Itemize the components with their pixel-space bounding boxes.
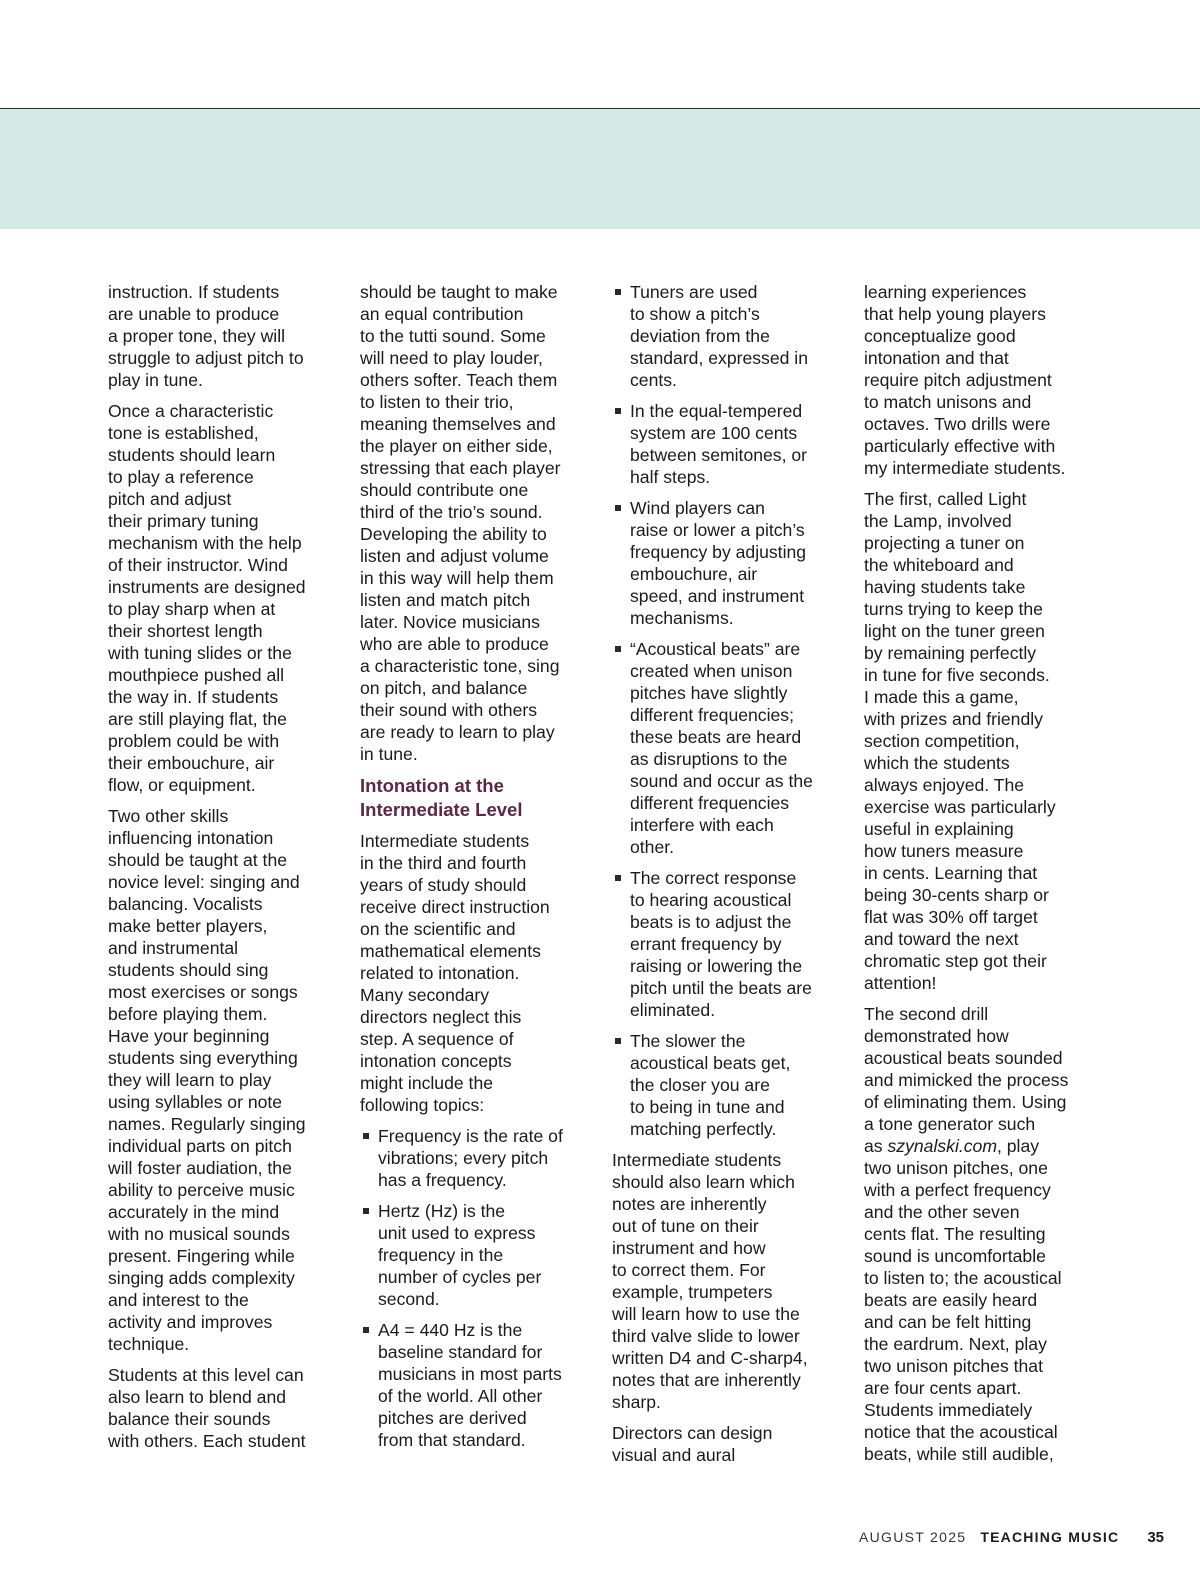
text-line: accurately in the mind bbox=[108, 1202, 280, 1222]
text-line: two unison pitches, one bbox=[864, 1158, 1048, 1178]
text-line: particularly effective with bbox=[864, 436, 1056, 456]
text-line: Many secondary bbox=[360, 985, 490, 1005]
text-line: deviation from the bbox=[630, 326, 770, 346]
text-line: to play sharp when at bbox=[108, 599, 276, 619]
section-heading bbox=[360, 774, 582, 822]
text-line: musicians in most parts bbox=[378, 1364, 562, 1384]
text-line: acoustical beats get, bbox=[630, 1053, 791, 1073]
bullet-icon bbox=[615, 408, 621, 414]
text-line: to listen to their trio, bbox=[360, 392, 514, 412]
text-line: are four cents apart. bbox=[864, 1378, 1022, 1398]
text-line: acoustical beats sounded bbox=[864, 1048, 1063, 1068]
text-line: Intermediate students bbox=[360, 831, 530, 851]
text-line: A4 = 440 Hz is the bbox=[378, 1320, 523, 1340]
website-reference: szynalski.com bbox=[887, 1136, 997, 1156]
text-line: using syllables or note bbox=[108, 1092, 283, 1112]
text-line: a characteristic tone, sing bbox=[360, 656, 560, 676]
text-line: listen and match pitch bbox=[360, 590, 531, 610]
text-line: third valve slide to lower bbox=[612, 1326, 800, 1346]
paragraph bbox=[108, 281, 330, 391]
bullet-icon bbox=[363, 1133, 369, 1139]
text-line: and instrumental bbox=[108, 938, 239, 958]
text-line: visual and aural bbox=[612, 1445, 736, 1465]
text-line: in this way will help them bbox=[360, 568, 554, 588]
paragraph bbox=[108, 805, 330, 1355]
article-column-3 bbox=[612, 281, 834, 1466]
text-line: octaves. Two drills were bbox=[864, 414, 1051, 434]
text-line: step. A sequence of bbox=[360, 1029, 514, 1049]
text-line: exercise was particularly bbox=[864, 797, 1056, 817]
text-line: with tuning slides or the bbox=[108, 643, 292, 663]
text-line: cents. bbox=[630, 370, 677, 390]
text-line: the closer you are bbox=[630, 1075, 770, 1095]
text-line: their shortest length bbox=[108, 621, 263, 641]
text-line: matching perfectly. bbox=[630, 1119, 777, 1139]
text-line: their primary tuning bbox=[108, 511, 259, 531]
text-line: to correct them. For bbox=[612, 1260, 766, 1280]
text-line: pitches have slightly bbox=[630, 683, 788, 703]
list-item bbox=[612, 497, 834, 629]
text-line: flat was 30% off target bbox=[864, 907, 1038, 927]
text-line: The slower the bbox=[630, 1031, 746, 1051]
text-line: notes are inherently bbox=[612, 1194, 767, 1214]
text-line: directors neglect this bbox=[360, 1007, 522, 1027]
text-line: always enjoyed. The bbox=[864, 775, 1025, 795]
text-line: listen and adjust volume bbox=[360, 546, 549, 566]
text-line: a proper tone, they will bbox=[108, 326, 286, 346]
text-line: of their instructor. Wind bbox=[108, 555, 288, 575]
text-line: useful in explaining bbox=[864, 819, 1014, 839]
text-line: second. bbox=[378, 1289, 440, 1309]
text-line: has a frequency. bbox=[378, 1170, 507, 1190]
text-line: “Acoustical beats” are bbox=[630, 639, 801, 659]
text-line: cents flat. The resulting bbox=[864, 1224, 1046, 1244]
text-line: in the third and fourth bbox=[360, 853, 527, 873]
text-line: created when unison bbox=[630, 661, 793, 681]
bullet-icon bbox=[363, 1208, 369, 1214]
text-line: problem could be with bbox=[108, 731, 280, 751]
text-line: being 30-cents sharp or bbox=[864, 885, 1049, 905]
text-line: different frequencies; bbox=[630, 705, 794, 725]
bullet-icon bbox=[615, 289, 621, 295]
text-line: having students take bbox=[864, 577, 1026, 597]
text-line: notes that are inherently bbox=[612, 1370, 801, 1390]
text-line: are still playing flat, the bbox=[108, 709, 287, 729]
issue-date: AUGUST 2025 bbox=[858, 1529, 967, 1545]
text-line: Intermediate Level bbox=[360, 799, 523, 820]
text-line: Students immediately bbox=[864, 1400, 1033, 1420]
text-line: in cents. Learning that bbox=[864, 863, 1038, 883]
topic-list bbox=[360, 1125, 582, 1451]
text-line: present. Fingering while bbox=[108, 1246, 295, 1266]
text-line: names. Regularly singing bbox=[108, 1114, 306, 1134]
text-line: their sound with others bbox=[360, 700, 538, 720]
text-line: beats are easily heard bbox=[864, 1290, 1038, 1310]
text-line: frequency in the bbox=[378, 1245, 504, 1265]
text-line: pitch and adjust bbox=[108, 489, 232, 509]
text-line: different frequencies bbox=[630, 793, 790, 813]
text-line: my intermediate students. bbox=[864, 458, 1066, 478]
text-line: activity and improves bbox=[108, 1312, 273, 1332]
article-column-1 bbox=[108, 281, 330, 1452]
text-line: require pitch adjustment bbox=[864, 370, 1052, 390]
text-line: standard, expressed in bbox=[630, 348, 808, 368]
magazine-name: TEACHING MUSIC bbox=[980, 1529, 1120, 1545]
text-line: on the scientific and bbox=[360, 919, 516, 939]
text-line: will need to play louder, bbox=[360, 348, 543, 368]
page-footer bbox=[859, 1528, 1164, 1547]
text-line: with others. Each student bbox=[108, 1431, 306, 1451]
text-line: projecting a tuner on bbox=[864, 533, 1025, 553]
text-line: mouthpiece pushed all bbox=[108, 665, 285, 685]
text-line: of the world. All other bbox=[378, 1386, 543, 1406]
header-banner bbox=[0, 109, 1200, 229]
topic-list-continued bbox=[612, 281, 834, 1140]
text-line: of eliminating them. Using bbox=[864, 1092, 1067, 1112]
text-line: section competition, bbox=[864, 731, 1020, 751]
text-line: The first, called Light bbox=[864, 489, 1027, 509]
text-line: out of tune on their bbox=[612, 1216, 759, 1236]
text-line: stressing that each player bbox=[360, 458, 561, 478]
text-line: I made this a game, bbox=[864, 687, 1019, 707]
text-line: novice level: singing and bbox=[108, 872, 300, 892]
text-line: to being in tune and bbox=[630, 1097, 785, 1117]
text-line: years of study should bbox=[360, 875, 527, 895]
text-line: technique. bbox=[108, 1334, 190, 1354]
text-line: are unable to produce bbox=[108, 304, 280, 324]
text-line: beats is to adjust the bbox=[630, 912, 792, 932]
text-line: in tune. bbox=[360, 744, 418, 764]
text-line: Intermediate students bbox=[612, 1150, 782, 1170]
text-line: should be taught to make bbox=[360, 282, 558, 302]
text-line: and the other seven bbox=[864, 1202, 1020, 1222]
list-item bbox=[360, 1319, 582, 1451]
text-line: pitch until the beats are bbox=[630, 978, 812, 998]
text-line: attention! bbox=[864, 973, 937, 993]
text-line: mechanisms. bbox=[630, 608, 734, 628]
text-line: Developing the ability to bbox=[360, 524, 547, 544]
list-item bbox=[612, 281, 834, 391]
text-line: Intonation at the bbox=[360, 775, 504, 796]
text-line: raise or lower a pitch’s bbox=[630, 520, 805, 540]
text-line: an equal contribution bbox=[360, 304, 524, 324]
paragraph bbox=[864, 281, 1086, 479]
text-line: sound is uncomfortable bbox=[864, 1246, 1046, 1266]
paragraph bbox=[864, 488, 1086, 994]
text-line: Hertz (Hz) is the bbox=[378, 1201, 506, 1221]
text-line: light on the tuner green bbox=[864, 621, 1045, 641]
text-line: the way in. If students bbox=[108, 687, 279, 707]
text-line: also learn to blend and bbox=[108, 1387, 287, 1407]
text-line: Tuners are used bbox=[630, 282, 758, 302]
text-line: a tone generator such bbox=[864, 1114, 1036, 1134]
text-line: the whiteboard and bbox=[864, 555, 1014, 575]
list-item bbox=[612, 400, 834, 488]
text-line: baseline standard for bbox=[378, 1342, 543, 1362]
text-line: which the students bbox=[864, 753, 1010, 773]
text-line: unit used to express bbox=[378, 1223, 536, 1243]
text-line: from that standard. bbox=[378, 1430, 526, 1450]
text-line: to the tutti sound. Some bbox=[360, 326, 546, 346]
paragraph bbox=[360, 830, 582, 1116]
text-line: will learn how to use the bbox=[612, 1304, 800, 1324]
text-line: receive direct instruction bbox=[360, 897, 550, 917]
bullet-icon bbox=[615, 646, 621, 652]
text-line: to show a pitch’s bbox=[630, 304, 760, 324]
text-line: intonation and that bbox=[864, 348, 1009, 368]
text-line: will foster audiation, the bbox=[108, 1158, 292, 1178]
list-item bbox=[612, 867, 834, 1021]
text-line: mathematical elements bbox=[360, 941, 541, 961]
text-line: between semitones, or bbox=[630, 445, 808, 465]
text-line: interfere with each bbox=[630, 815, 774, 835]
text-line: students should learn bbox=[108, 445, 276, 465]
text-line: example, trumpeters bbox=[612, 1282, 773, 1302]
list-item bbox=[360, 1125, 582, 1191]
text-line: struggle to adjust pitch to bbox=[108, 348, 304, 368]
text-line: how tuners measure bbox=[864, 841, 1024, 861]
text-line: who are able to produce bbox=[360, 634, 549, 654]
text-line: embouchure, air bbox=[630, 564, 758, 584]
text-line: frequency by adjusting bbox=[630, 542, 807, 562]
text-line: as disruptions to the bbox=[630, 749, 788, 769]
text-line: In the equal-tempered bbox=[630, 401, 803, 421]
text-line: related to intonation. bbox=[360, 963, 520, 983]
text-line: chromatic step got their bbox=[864, 951, 1047, 971]
text-line: might include the bbox=[360, 1073, 494, 1093]
text-line: Once a characteristic bbox=[108, 401, 274, 421]
text-line: pitches are derived bbox=[378, 1408, 527, 1428]
text-line: system are 100 cents bbox=[630, 423, 798, 443]
text-line: by remaining perfectly bbox=[864, 643, 1037, 663]
text-line: beats, while still audible, bbox=[864, 1444, 1054, 1464]
text-line: with prizes and friendly bbox=[864, 709, 1043, 729]
paragraph bbox=[612, 1149, 834, 1413]
text-line: meaning themselves and bbox=[360, 414, 556, 434]
text-line: make better players, bbox=[108, 916, 268, 936]
bullet-icon bbox=[615, 1038, 621, 1044]
text-line: instruments are designed bbox=[108, 577, 306, 597]
text-line: Students at this level can bbox=[108, 1365, 304, 1385]
text-line: sharp. bbox=[612, 1392, 661, 1412]
paragraph bbox=[360, 281, 582, 765]
text-line: third of the trio’s sound. bbox=[360, 502, 543, 522]
text-line: and mimicked the process bbox=[864, 1070, 1069, 1090]
text-line: are ready to learn to play bbox=[360, 722, 555, 742]
text-line: turns trying to keep the bbox=[864, 599, 1043, 619]
text-line: singing adds complexity bbox=[108, 1268, 295, 1288]
bullet-icon bbox=[615, 505, 621, 511]
text-line: most exercises or songs bbox=[108, 982, 298, 1002]
list-item bbox=[360, 1200, 582, 1310]
text-line: the player on either side, bbox=[360, 436, 553, 456]
text-line: number of cycles per bbox=[378, 1267, 542, 1287]
text-line: and interest to the bbox=[108, 1290, 249, 1310]
text-line: other. bbox=[630, 837, 675, 857]
text-line: two unison pitches that bbox=[864, 1356, 1043, 1376]
text-line: and toward the next bbox=[864, 929, 1019, 949]
paragraph bbox=[612, 1422, 834, 1466]
text-line: balance their sounds bbox=[108, 1409, 271, 1429]
text-line: Wind players can bbox=[630, 498, 765, 518]
article-column-4 bbox=[864, 281, 1086, 1465]
text-line: students should sing bbox=[108, 960, 269, 980]
list-item bbox=[612, 638, 834, 858]
text-line: instruction. If students bbox=[108, 282, 280, 302]
paragraph bbox=[108, 400, 330, 796]
text-line: the Lamp, involved bbox=[864, 511, 1012, 531]
text-line: should also learn which bbox=[612, 1172, 795, 1192]
text-line: on pitch, and balance bbox=[360, 678, 528, 698]
bullet-icon bbox=[363, 1327, 369, 1333]
text-line: should contribute one bbox=[360, 480, 529, 500]
text-line: half steps. bbox=[630, 467, 711, 487]
text-line: ability to perceive music bbox=[108, 1180, 295, 1200]
text-line: sound and occur as the bbox=[630, 771, 813, 791]
text-line: errant frequency by bbox=[630, 934, 782, 954]
text-line: they will learn to play bbox=[108, 1070, 272, 1090]
text-line: others softer. Teach them bbox=[360, 370, 558, 390]
text-line: instrument and how bbox=[612, 1238, 766, 1258]
text-line: balancing. Vocalists bbox=[108, 894, 263, 914]
text-line: in tune for five seconds. bbox=[864, 665, 1050, 685]
text-line: Have your beginning bbox=[108, 1026, 270, 1046]
text-line: their embouchure, air bbox=[108, 753, 275, 773]
text-line: play in tune. bbox=[108, 370, 203, 390]
text-line: notice that the acoustical bbox=[864, 1422, 1058, 1442]
text-line: to play a reference bbox=[108, 467, 254, 487]
paragraph: The second drill demonstrated how acoustical beats sounded and mimicked the process of eliminating them. Using a tone generator such as szynalski.com, play two unison pitches, one with a perfect frequency and the other seven cents flat. The resulting sound is uncomfortable to listen to; the acoustical beats are easily heard and can be felt hitting the eardrum. Next, play two unison pitches that are four cents apart. Students immediately notice that the acoustical beats, while still audible, bbox=[864, 1003, 1086, 1465]
text-line: intonation concepts bbox=[360, 1051, 512, 1071]
text-line: these beats are heard bbox=[630, 727, 802, 747]
text-line: individual parts on pitch bbox=[108, 1136, 292, 1156]
text-line: later. Novice musicians bbox=[360, 612, 540, 632]
page-number: 35 bbox=[1147, 1529, 1164, 1546]
text-line: to hearing acoustical bbox=[630, 890, 792, 910]
text-line: to listen to; the acoustical bbox=[864, 1268, 1062, 1288]
text-line: that help young players bbox=[864, 304, 1046, 324]
text-line: eliminated. bbox=[630, 1000, 716, 1020]
text-line: the eardrum. Next, play bbox=[864, 1334, 1047, 1354]
text-line: with no musical sounds bbox=[108, 1224, 290, 1244]
text-line: Frequency is the rate of bbox=[378, 1126, 563, 1146]
text-line: Directors can design bbox=[612, 1423, 773, 1443]
text-line: with a perfect frequency bbox=[864, 1180, 1051, 1200]
text-line: The second drill bbox=[864, 1004, 989, 1024]
text-line: demonstrated how bbox=[864, 1026, 1009, 1046]
text-line: The correct response bbox=[630, 868, 797, 888]
text-line: tone is established, bbox=[108, 423, 259, 443]
text-line: and can be felt hitting bbox=[864, 1312, 1032, 1332]
text-line: learning experiences bbox=[864, 282, 1027, 302]
text-line: influencing intonation bbox=[108, 828, 274, 848]
text-line: speed, and instrument bbox=[630, 586, 805, 606]
text-line: raising or lowering the bbox=[630, 956, 803, 976]
text-line: Two other skills bbox=[108, 806, 229, 826]
bullet-icon bbox=[615, 875, 621, 881]
article-column-2 bbox=[360, 281, 582, 1460]
text-line: written D4 and C-sharp4, bbox=[612, 1348, 808, 1368]
text-line: students sing everything bbox=[108, 1048, 298, 1068]
text-line: vibrations; every pitch bbox=[378, 1148, 549, 1168]
text-line: flow, or equipment. bbox=[108, 775, 256, 795]
list-item bbox=[612, 1030, 834, 1140]
text-line: to match unisons and bbox=[864, 392, 1032, 412]
paragraph bbox=[108, 1364, 330, 1452]
text-line: following topics: bbox=[360, 1095, 485, 1115]
text-line: before playing them. bbox=[108, 1004, 268, 1024]
text-line: conceptualize good bbox=[864, 326, 1016, 346]
text-line: mechanism with the help bbox=[108, 533, 302, 553]
text-line: should be taught at the bbox=[108, 850, 288, 870]
